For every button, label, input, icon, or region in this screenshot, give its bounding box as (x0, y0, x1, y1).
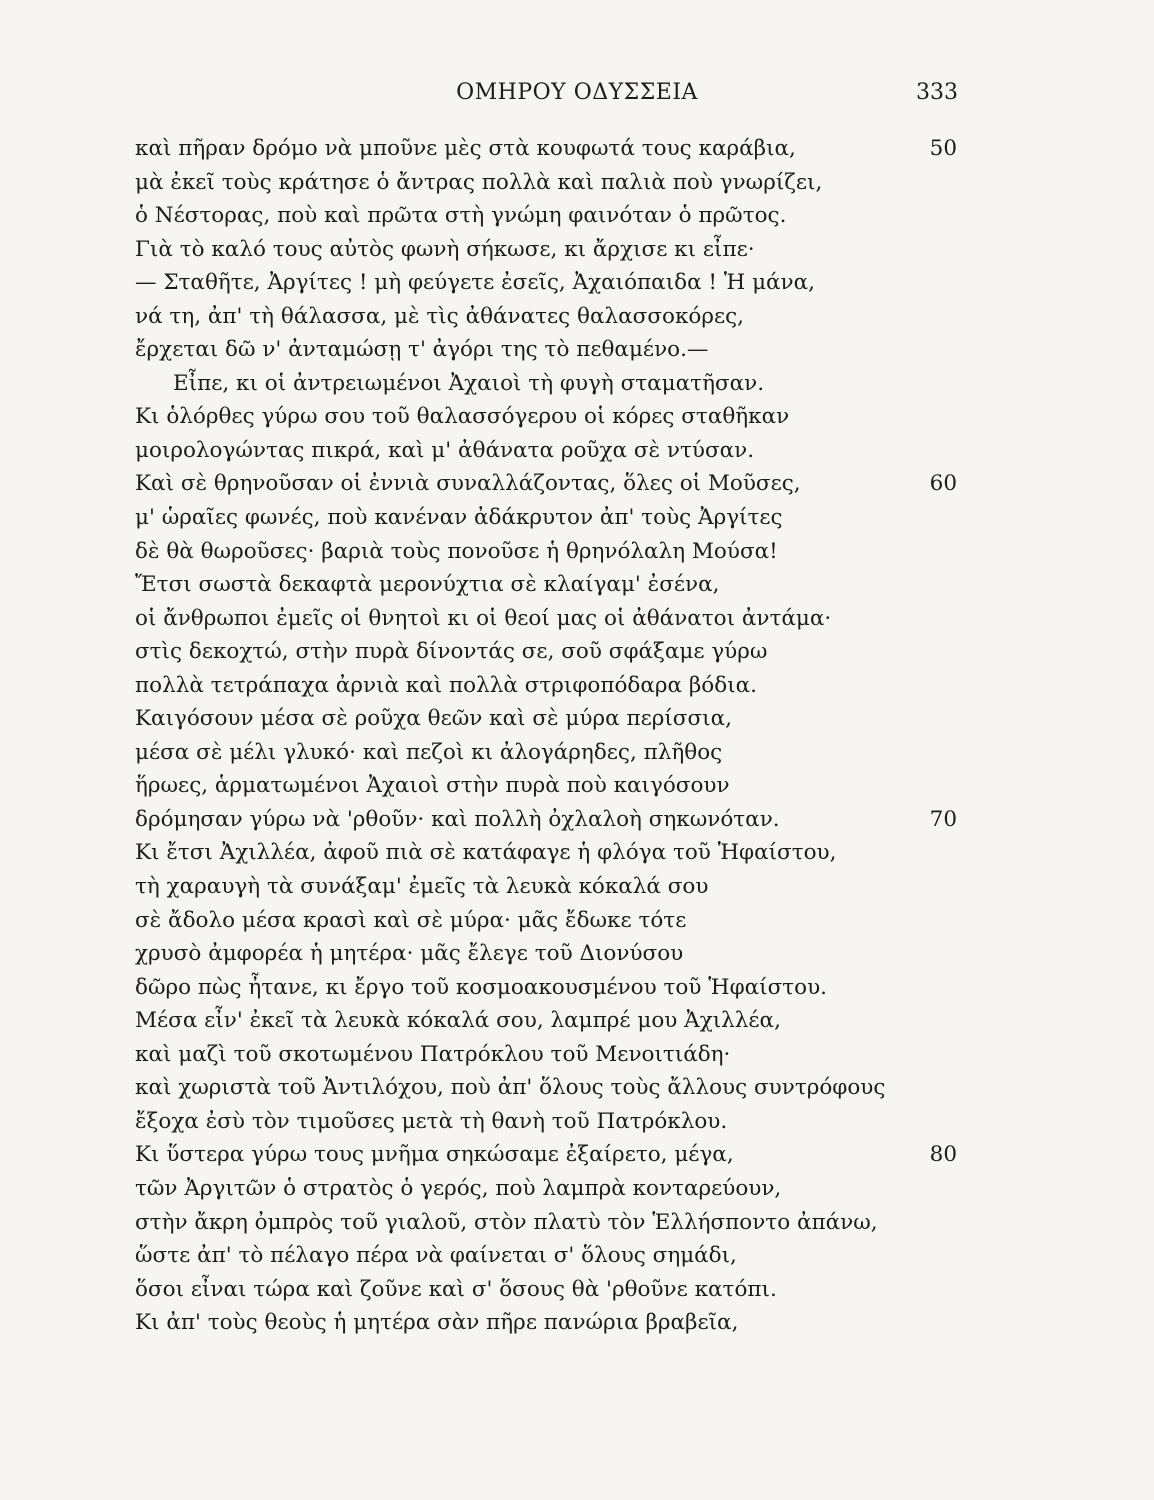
verse-line (135, 1038, 965, 1072)
verse-line (135, 669, 965, 703)
verse-line (135, 1306, 965, 1340)
verse-text: μέσα σὲ μέλι γλυκό· καὶ πεζοὶ κι ἀλογάρηδες, πλῆθος (135, 739, 723, 765)
verse-text: ὥστε ἀπ' τὸ πέλαγο πέρα νὰ φαίνεται σ' ὅλους σημάδι, (135, 1243, 737, 1269)
verse-line (135, 233, 965, 267)
verse-text: δὲ θὰ θωροῦσες· βαριὰ τοὺς πονοῦσε ἡ θρηνόλαλη Μούσα! (135, 538, 778, 564)
verse-line (135, 736, 965, 770)
verse-text: νά τη, ἀπ' τὴ θάλασσα, μὲ τὶς ἀθάνατες θαλασσοκόρες, (135, 303, 744, 329)
verse-text: σὲ ἄδολο μέσα κρασὶ καὶ σὲ μύρα· μᾶς ἔδωκε τότε (135, 907, 687, 933)
verse-text: τῶν Ἀργιτῶν ὁ στρατὸς ὁ γερός, ποὺ λαμπρὰ κονταρεύουν, (135, 1175, 782, 1201)
verse-text: μοιρολογώντας πικρά, καὶ μ' ἀθάνατα ροῦχα σὲ ντύσαν. (135, 437, 755, 463)
verse-line (135, 1071, 965, 1105)
verse-line (135, 1138, 965, 1172)
verse-block (135, 132, 965, 1340)
verse-text: Μέσα εἶν' ἐκεῖ τὰ λευκὰ κόκαλά σου, λαμπρέ μου Ἀχιλλέα, (135, 1008, 781, 1034)
verse-line (135, 1172, 965, 1206)
page-number: 333 (916, 80, 958, 105)
verse-line (135, 1004, 965, 1038)
verse-line (135, 971, 965, 1005)
line-number: 70 (929, 806, 957, 832)
verse-text: πολλὰ τετράπαχα ἀρνιὰ καὶ πολλὰ στριφοπόδαρα βόδια. (135, 672, 757, 698)
verse-text: καὶ πῆραν δρόμο νὰ μποῦνε μὲς στὰ κουφωτά τους καράβια, (135, 136, 796, 161)
verse-text: Καιγόσουν μέσα σὲ ροῦχα θεῶν καὶ σὲ μύρα περίσσια, (135, 706, 732, 732)
verse-line (135, 1206, 965, 1240)
verse-text: Κι ὁλόρθες γύρω σου τοῦ θαλασσόγερου οἱ κόρες σταθῆκαν (135, 404, 790, 430)
verse-text: μ' ὡραῖες φωνές, ποὺ κανέναν ἀδάκρυτον ἀπ' τοὺς Ἀργίτες (135, 505, 783, 531)
verse-text: — Σταθῆτε, Ἀργίτες ! μὴ φεύγετε ἐσεῖς, Ἀχαιόπαιδα ! Ἡ μάνα, (135, 270, 815, 296)
verse-line (135, 467, 965, 501)
verse-text: Καὶ σὲ θρηνοῦσαν οἱ ἐννιὰ συναλλάζοντας, ὅλες οἱ Μοῦσες, (135, 471, 801, 497)
verse-text: καὶ μαζὶ τοῦ σκοτωμένου Πατρόκλου τοῦ Μενοιτιάδη· (135, 1041, 731, 1067)
verse-text: Ἔτσι σωστὰ δεκαφτὰ μερονύχτια σὲ κλαίγαμ' ἐσένα, (135, 572, 720, 598)
verse-line (135, 702, 965, 736)
verse-line (135, 166, 965, 200)
verse-line (135, 568, 965, 602)
verse-text: Κι ὕστερα γύρω τους μνῆμα σηκώσαμε ἐξαίρετο, μέγα, (135, 1142, 734, 1168)
verse-text: οἱ ἄνθρωποι ἐμεῖς οἱ θνητοὶ κι οἱ θεοί μας οἱ ἀθάνατοι ἀντάμα· (135, 605, 832, 631)
verse-line (135, 300, 965, 334)
line-number: 60 (929, 471, 957, 497)
verse-line (135, 132, 965, 166)
verse-line (135, 635, 965, 669)
verse-text: ἥρωες, ἁρματωμένοι Ἀχαιοὶ στὴν πυρὰ ποὺ καιγόσουν (135, 773, 730, 799)
verse-text: ὁ Νέστορας, ποὺ καὶ πρῶτα στὴ γνώμη φαινόταν ὁ πρῶτος. (135, 203, 787, 229)
verse-text: τὴ χαραυγὴ τὰ συνάξαμ' ἐμεῖς τὰ λευκὰ κόκαλά σου (135, 874, 709, 900)
verse-line (135, 1273, 965, 1307)
verse-line (135, 803, 965, 837)
verse-text: ὅσοι εἶναι τώρα καὶ ζοῦνε καὶ σ' ὅσους θὰ 'ρθοῦνε κατόπι. (135, 1276, 777, 1302)
verse-text: δῶρο πὼς ἦτανε, κι ἔργο τοῦ κοσμοακουσμένου τοῦ Ἡφαίστου. (135, 974, 827, 1000)
verse-line (135, 769, 965, 803)
verse-line (135, 535, 965, 569)
verse-text: στὶς δεκοχτώ, στὴν πυρὰ δίνοντάς σε, σοῦ σφάξαμε γύρω (135, 639, 768, 665)
verse-line (135, 434, 965, 468)
verse-line (135, 602, 965, 636)
verse-text: ἔξοχα ἐσὺ τὸν τιμοῦσες μετὰ τὴ θανὴ τοῦ Πατρόκλου. (135, 1108, 728, 1134)
verse-text: Εἶπε, κι οἱ ἀντρειωμένοι Ἀχαιοὶ τὴ φυγὴ σταματῆσαν. (173, 370, 765, 396)
verse-line (135, 904, 965, 938)
verse-text: Κι ἔτσι Ἀχιλλέα, ἀφοῦ πιὰ σὲ κατάφαγε ἡ φλόγα τοῦ Ἡφαίστου, (135, 840, 837, 866)
verse-line (135, 836, 965, 870)
running-title: ΟΜΗΡΟΥ ΟΔΥΣΣΕΙΑ (456, 80, 698, 105)
verse-text: μὰ ἐκεῖ τοὺς κράτησε ὁ ἄντρας πολλὰ καὶ παλιὰ ποὺ γνωρίζει, (135, 169, 823, 195)
verse-line (135, 1105, 965, 1139)
verse-line (135, 400, 965, 434)
verse-text: δρόμησαν γύρω νὰ 'ρθοῦν· καὶ πολλὴ ὀχλαλοὴ σηκωνόταν. (135, 806, 780, 832)
line-number: 80 (929, 1142, 957, 1168)
verse-line (135, 266, 965, 300)
verse-text: ἔρχεται δῶ ν' ἀνταμώσῃ τ' ἀγόρι της τὸ πεθαμένο.— (135, 337, 709, 363)
verse-line (135, 333, 965, 367)
verse-line (135, 937, 965, 971)
verse-text: Γιὰ τὸ καλό τους αὐτὸς φωνὴ σήκωσε, κι ἄρχισε κι εἶπε· (135, 236, 755, 262)
verse-text: Κι ἀπ' τοὺς θεοὺς ἡ μητέρα σὰν πῆρε πανώρια βραβεῖα, (135, 1310, 739, 1336)
verse-text: στὴν ἄκρη ὀμπρὸς τοῦ γιαλοῦ, στὸν πλατὺ τὸν Ἑλλήσποντο ἀπάνω, (135, 1209, 878, 1235)
verse-line (135, 199, 965, 233)
verse-line (135, 1239, 965, 1273)
verse-text: καὶ χωριστὰ τοῦ Ἀντιλόχου, ποὺ ἀπ' ὅλους τοὺς ἄλλους συντρόφους (135, 1075, 886, 1101)
verse-line (135, 870, 965, 904)
verse-line (135, 501, 965, 535)
verse-text: χρυσὸ ἀμφορέα ἡ μητέρα· μᾶς ἔλεγε τοῦ Διονύσου (135, 941, 684, 967)
verse-line (135, 367, 965, 401)
line-number: 50 (929, 136, 957, 161)
